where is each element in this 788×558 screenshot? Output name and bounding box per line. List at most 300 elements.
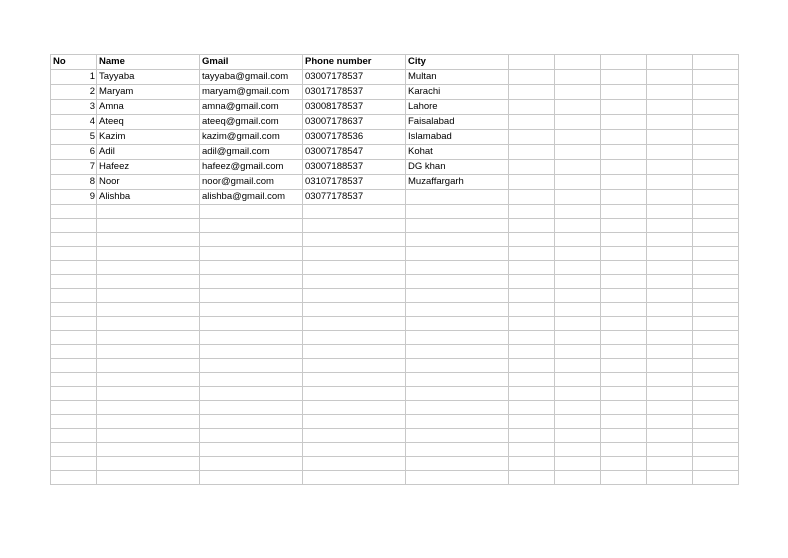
cell-city[interactable]: Multan bbox=[406, 70, 509, 85]
empty-cell[interactable] bbox=[555, 275, 601, 289]
empty-cell[interactable] bbox=[303, 443, 406, 457]
empty-cell[interactable] bbox=[555, 289, 601, 303]
empty-cell[interactable] bbox=[97, 415, 200, 429]
empty-cell[interactable] bbox=[555, 247, 601, 261]
empty-cell[interactable] bbox=[647, 233, 693, 247]
empty-cell[interactable] bbox=[601, 233, 647, 247]
empty-cell[interactable] bbox=[200, 247, 303, 261]
empty-cell[interactable] bbox=[601, 303, 647, 317]
empty-cell[interactable] bbox=[601, 289, 647, 303]
empty-cell[interactable] bbox=[555, 401, 601, 415]
empty-cell[interactable] bbox=[509, 373, 555, 387]
empty-cell[interactable] bbox=[97, 261, 200, 275]
cell-gmail[interactable]: maryam@gmail.com bbox=[200, 85, 303, 100]
header-cell-phone[interactable]: Phone number bbox=[303, 55, 406, 70]
cell-gmail[interactable]: ateeq@gmail.com bbox=[200, 115, 303, 130]
empty-cell[interactable] bbox=[509, 219, 555, 233]
empty-cell[interactable] bbox=[555, 331, 601, 345]
empty-cell[interactable] bbox=[303, 457, 406, 471]
empty-cell[interactable] bbox=[647, 175, 693, 190]
empty-cell[interactable] bbox=[200, 401, 303, 415]
empty-cell[interactable] bbox=[509, 471, 555, 485]
empty-cell[interactable] bbox=[303, 429, 406, 443]
empty-cell[interactable] bbox=[555, 471, 601, 485]
empty-cell[interactable] bbox=[406, 457, 509, 471]
empty-cell[interactable] bbox=[601, 219, 647, 233]
empty-cell[interactable] bbox=[647, 289, 693, 303]
empty-cell[interactable] bbox=[51, 359, 97, 373]
empty-cell[interactable] bbox=[406, 205, 509, 219]
empty-cell[interactable] bbox=[51, 261, 97, 275]
empty-cell[interactable] bbox=[51, 233, 97, 247]
empty-cell[interactable] bbox=[509, 190, 555, 205]
cell-name[interactable]: Noor bbox=[97, 175, 200, 190]
empty-cell[interactable] bbox=[51, 443, 97, 457]
empty-cell[interactable] bbox=[303, 317, 406, 331]
empty-cell[interactable] bbox=[555, 190, 601, 205]
empty-cell[interactable] bbox=[555, 70, 601, 85]
empty-cell[interactable] bbox=[647, 70, 693, 85]
empty-cell[interactable] bbox=[647, 303, 693, 317]
empty-cell[interactable] bbox=[601, 115, 647, 130]
empty-cell[interactable] bbox=[97, 205, 200, 219]
empty-cell[interactable] bbox=[555, 85, 601, 100]
empty-cell[interactable] bbox=[509, 289, 555, 303]
empty-cell[interactable] bbox=[555, 55, 601, 70]
empty-cell[interactable] bbox=[303, 331, 406, 345]
empty-cell[interactable] bbox=[51, 373, 97, 387]
cell-gmail[interactable]: noor@gmail.com bbox=[200, 175, 303, 190]
empty-cell[interactable] bbox=[97, 345, 200, 359]
empty-cell[interactable] bbox=[601, 429, 647, 443]
cell-name[interactable]: Ateeq bbox=[97, 115, 200, 130]
empty-cell[interactable] bbox=[509, 261, 555, 275]
empty-cell[interactable] bbox=[97, 331, 200, 345]
empty-cell[interactable] bbox=[647, 100, 693, 115]
empty-cell[interactable] bbox=[200, 233, 303, 247]
empty-cell[interactable] bbox=[509, 429, 555, 443]
header-cell-city[interactable]: City bbox=[406, 55, 509, 70]
empty-cell[interactable] bbox=[97, 359, 200, 373]
empty-cell[interactable] bbox=[200, 443, 303, 457]
empty-cell[interactable] bbox=[406, 471, 509, 485]
empty-cell[interactable] bbox=[51, 219, 97, 233]
empty-cell[interactable] bbox=[303, 289, 406, 303]
cell-no[interactable]: 9 bbox=[51, 190, 97, 205]
empty-cell[interactable] bbox=[51, 289, 97, 303]
empty-cell[interactable] bbox=[509, 233, 555, 247]
empty-cell[interactable] bbox=[509, 55, 555, 70]
empty-cell[interactable] bbox=[555, 317, 601, 331]
empty-cell[interactable] bbox=[647, 275, 693, 289]
empty-cell[interactable] bbox=[693, 70, 739, 85]
cell-city[interactable]: Lahore bbox=[406, 100, 509, 115]
empty-cell[interactable] bbox=[51, 317, 97, 331]
empty-cell[interactable] bbox=[509, 130, 555, 145]
empty-cell[interactable] bbox=[200, 415, 303, 429]
empty-cell[interactable] bbox=[509, 247, 555, 261]
empty-cell[interactable] bbox=[509, 205, 555, 219]
empty-cell[interactable] bbox=[51, 429, 97, 443]
empty-cell[interactable] bbox=[647, 317, 693, 331]
empty-cell[interactable] bbox=[509, 457, 555, 471]
cell-name[interactable]: Maryam bbox=[97, 85, 200, 100]
empty-cell[interactable] bbox=[555, 100, 601, 115]
empty-cell[interactable] bbox=[647, 401, 693, 415]
empty-cell[interactable] bbox=[200, 373, 303, 387]
cell-city[interactable]: DG khan bbox=[406, 160, 509, 175]
empty-cell[interactable] bbox=[693, 429, 739, 443]
header-cell-no[interactable]: No bbox=[51, 55, 97, 70]
empty-cell[interactable] bbox=[693, 443, 739, 457]
empty-cell[interactable] bbox=[303, 261, 406, 275]
empty-cell[interactable] bbox=[647, 261, 693, 275]
empty-cell[interactable] bbox=[303, 373, 406, 387]
cell-phone[interactable]: 03017178537 bbox=[303, 85, 406, 100]
empty-cell[interactable] bbox=[693, 275, 739, 289]
empty-cell[interactable] bbox=[693, 401, 739, 415]
empty-cell[interactable] bbox=[647, 331, 693, 345]
empty-cell[interactable] bbox=[693, 145, 739, 160]
empty-cell[interactable] bbox=[601, 471, 647, 485]
empty-cell[interactable] bbox=[51, 415, 97, 429]
empty-cell[interactable] bbox=[601, 205, 647, 219]
empty-cell[interactable] bbox=[693, 85, 739, 100]
empty-cell[interactable] bbox=[51, 205, 97, 219]
cell-name[interactable]: Alishba bbox=[97, 190, 200, 205]
empty-cell[interactable] bbox=[509, 145, 555, 160]
empty-cell[interactable] bbox=[555, 130, 601, 145]
empty-cell[interactable] bbox=[200, 429, 303, 443]
empty-cell[interactable] bbox=[601, 130, 647, 145]
empty-cell[interactable] bbox=[693, 130, 739, 145]
empty-cell[interactable] bbox=[647, 85, 693, 100]
cell-gmail[interactable]: adil@gmail.com bbox=[200, 145, 303, 160]
empty-cell[interactable] bbox=[51, 303, 97, 317]
empty-cell[interactable] bbox=[647, 160, 693, 175]
empty-cell[interactable] bbox=[97, 471, 200, 485]
cell-name[interactable]: Tayyaba bbox=[97, 70, 200, 85]
cell-phone[interactable]: 03007178537 bbox=[303, 70, 406, 85]
empty-cell[interactable] bbox=[200, 471, 303, 485]
cell-no[interactable]: 1 bbox=[51, 70, 97, 85]
empty-cell[interactable] bbox=[200, 457, 303, 471]
empty-cell[interactable] bbox=[97, 457, 200, 471]
empty-cell[interactable] bbox=[200, 317, 303, 331]
empty-cell[interactable] bbox=[509, 85, 555, 100]
empty-cell[interactable] bbox=[51, 457, 97, 471]
empty-cell[interactable] bbox=[406, 275, 509, 289]
empty-cell[interactable] bbox=[601, 387, 647, 401]
empty-cell[interactable] bbox=[601, 345, 647, 359]
empty-cell[interactable] bbox=[406, 387, 509, 401]
empty-cell[interactable] bbox=[509, 345, 555, 359]
empty-cell[interactable] bbox=[406, 289, 509, 303]
empty-cell[interactable] bbox=[97, 401, 200, 415]
empty-cell[interactable] bbox=[303, 415, 406, 429]
empty-cell[interactable] bbox=[693, 190, 739, 205]
cell-city[interactable]: Karachi bbox=[406, 85, 509, 100]
empty-cell[interactable] bbox=[555, 415, 601, 429]
empty-cell[interactable] bbox=[601, 415, 647, 429]
empty-cell[interactable] bbox=[406, 429, 509, 443]
cell-phone[interactable]: 03007178536 bbox=[303, 130, 406, 145]
empty-cell[interactable] bbox=[51, 387, 97, 401]
empty-cell[interactable] bbox=[555, 175, 601, 190]
empty-cell[interactable] bbox=[509, 160, 555, 175]
empty-cell[interactable] bbox=[647, 190, 693, 205]
header-cell-gmail[interactable]: Gmail bbox=[200, 55, 303, 70]
empty-cell[interactable] bbox=[647, 205, 693, 219]
empty-cell[interactable] bbox=[509, 317, 555, 331]
empty-cell[interactable] bbox=[647, 247, 693, 261]
empty-cell[interactable] bbox=[406, 317, 509, 331]
empty-cell[interactable] bbox=[555, 233, 601, 247]
empty-cell[interactable] bbox=[647, 443, 693, 457]
cell-phone[interactable]: 03107178537 bbox=[303, 175, 406, 190]
empty-cell[interactable] bbox=[509, 70, 555, 85]
empty-cell[interactable] bbox=[555, 443, 601, 457]
empty-cell[interactable] bbox=[555, 205, 601, 219]
empty-cell[interactable] bbox=[200, 261, 303, 275]
cell-gmail[interactable]: tayyaba@gmail.com bbox=[200, 70, 303, 85]
empty-cell[interactable] bbox=[97, 387, 200, 401]
empty-cell[interactable] bbox=[406, 359, 509, 373]
empty-cell[interactable] bbox=[303, 219, 406, 233]
empty-cell[interactable] bbox=[555, 261, 601, 275]
empty-cell[interactable] bbox=[601, 100, 647, 115]
empty-cell[interactable] bbox=[693, 345, 739, 359]
empty-cell[interactable] bbox=[406, 303, 509, 317]
empty-cell[interactable] bbox=[406, 415, 509, 429]
empty-cell[interactable] bbox=[406, 401, 509, 415]
empty-cell[interactable] bbox=[693, 55, 739, 70]
empty-cell[interactable] bbox=[303, 345, 406, 359]
empty-cell[interactable] bbox=[555, 115, 601, 130]
empty-cell[interactable] bbox=[509, 331, 555, 345]
empty-cell[interactable] bbox=[693, 115, 739, 130]
cell-gmail[interactable]: alishba@gmail.com bbox=[200, 190, 303, 205]
empty-cell[interactable] bbox=[693, 387, 739, 401]
empty-cell[interactable] bbox=[647, 219, 693, 233]
empty-cell[interactable] bbox=[406, 233, 509, 247]
cell-no[interactable]: 5 bbox=[51, 130, 97, 145]
empty-cell[interactable] bbox=[555, 387, 601, 401]
empty-cell[interactable] bbox=[97, 373, 200, 387]
empty-cell[interactable] bbox=[647, 145, 693, 160]
empty-cell[interactable] bbox=[97, 233, 200, 247]
empty-cell[interactable] bbox=[97, 429, 200, 443]
empty-cell[interactable] bbox=[693, 303, 739, 317]
header-cell-name[interactable]: Name bbox=[97, 55, 200, 70]
cell-name[interactable]: Amna bbox=[97, 100, 200, 115]
empty-cell[interactable] bbox=[693, 373, 739, 387]
empty-cell[interactable] bbox=[509, 303, 555, 317]
empty-cell[interactable] bbox=[51, 471, 97, 485]
empty-cell[interactable] bbox=[509, 415, 555, 429]
empty-cell[interactable] bbox=[555, 145, 601, 160]
empty-cell[interactable] bbox=[601, 175, 647, 190]
cell-city[interactable]: Kohat bbox=[406, 145, 509, 160]
empty-cell[interactable] bbox=[555, 345, 601, 359]
cell-no[interactable]: 8 bbox=[51, 175, 97, 190]
empty-cell[interactable] bbox=[693, 359, 739, 373]
empty-cell[interactable] bbox=[509, 359, 555, 373]
empty-cell[interactable] bbox=[647, 130, 693, 145]
empty-cell[interactable] bbox=[601, 85, 647, 100]
empty-cell[interactable] bbox=[200, 289, 303, 303]
empty-cell[interactable] bbox=[200, 387, 303, 401]
empty-cell[interactable] bbox=[200, 331, 303, 345]
empty-cell[interactable] bbox=[555, 160, 601, 175]
empty-cell[interactable] bbox=[647, 345, 693, 359]
empty-cell[interactable] bbox=[97, 219, 200, 233]
cell-phone[interactable]: 03008178537 bbox=[303, 100, 406, 115]
empty-cell[interactable] bbox=[693, 219, 739, 233]
empty-cell[interactable] bbox=[509, 401, 555, 415]
empty-cell[interactable] bbox=[555, 373, 601, 387]
empty-cell[interactable] bbox=[647, 457, 693, 471]
cell-city[interactable]: Islamabad bbox=[406, 130, 509, 145]
cell-name[interactable]: Kazim bbox=[97, 130, 200, 145]
empty-cell[interactable] bbox=[647, 429, 693, 443]
empty-cell[interactable] bbox=[97, 247, 200, 261]
empty-cell[interactable] bbox=[693, 415, 739, 429]
empty-cell[interactable] bbox=[693, 100, 739, 115]
empty-cell[interactable] bbox=[406, 331, 509, 345]
empty-cell[interactable] bbox=[51, 331, 97, 345]
empty-cell[interactable] bbox=[601, 317, 647, 331]
empty-cell[interactable] bbox=[601, 275, 647, 289]
empty-cell[interactable] bbox=[693, 457, 739, 471]
empty-cell[interactable] bbox=[97, 443, 200, 457]
empty-cell[interactable] bbox=[693, 471, 739, 485]
cell-gmail[interactable]: kazim@gmail.com bbox=[200, 130, 303, 145]
empty-cell[interactable] bbox=[303, 247, 406, 261]
cell-phone[interactable]: 03007178547 bbox=[303, 145, 406, 160]
empty-cell[interactable] bbox=[601, 247, 647, 261]
empty-cell[interactable] bbox=[693, 247, 739, 261]
empty-cell[interactable] bbox=[693, 175, 739, 190]
empty-cell[interactable] bbox=[303, 387, 406, 401]
cell-gmail[interactable]: amna@gmail.com bbox=[200, 100, 303, 115]
empty-cell[interactable] bbox=[693, 261, 739, 275]
empty-cell[interactable] bbox=[555, 359, 601, 373]
empty-cell[interactable] bbox=[601, 373, 647, 387]
empty-cell[interactable] bbox=[200, 275, 303, 289]
cell-no[interactable]: 7 bbox=[51, 160, 97, 175]
cell-city[interactable] bbox=[406, 190, 509, 205]
empty-cell[interactable] bbox=[303, 303, 406, 317]
empty-cell[interactable] bbox=[601, 457, 647, 471]
empty-cell[interactable] bbox=[97, 303, 200, 317]
cell-name[interactable]: Hafeez bbox=[97, 160, 200, 175]
empty-cell[interactable] bbox=[555, 429, 601, 443]
empty-cell[interactable] bbox=[601, 331, 647, 345]
empty-cell[interactable] bbox=[601, 70, 647, 85]
empty-cell[interactable] bbox=[200, 345, 303, 359]
cell-no[interactable]: 4 bbox=[51, 115, 97, 130]
empty-cell[interactable] bbox=[601, 443, 647, 457]
empty-cell[interactable] bbox=[647, 415, 693, 429]
empty-cell[interactable] bbox=[509, 100, 555, 115]
empty-cell[interactable] bbox=[647, 387, 693, 401]
cell-city[interactable]: Muzaffargarh bbox=[406, 175, 509, 190]
empty-cell[interactable] bbox=[406, 345, 509, 359]
empty-cell[interactable] bbox=[303, 401, 406, 415]
cell-no[interactable]: 2 bbox=[51, 85, 97, 100]
empty-cell[interactable] bbox=[303, 275, 406, 289]
empty-cell[interactable] bbox=[303, 205, 406, 219]
empty-cell[interactable] bbox=[406, 373, 509, 387]
empty-cell[interactable] bbox=[509, 443, 555, 457]
cell-phone[interactable]: 03007178637 bbox=[303, 115, 406, 130]
empty-cell[interactable] bbox=[51, 275, 97, 289]
empty-cell[interactable] bbox=[555, 303, 601, 317]
cell-phone[interactable]: 03007188537 bbox=[303, 160, 406, 175]
empty-cell[interactable] bbox=[693, 317, 739, 331]
cell-phone[interactable]: 03077178537 bbox=[303, 190, 406, 205]
empty-cell[interactable] bbox=[51, 247, 97, 261]
empty-cell[interactable] bbox=[303, 471, 406, 485]
cell-name[interactable]: Adil bbox=[97, 145, 200, 160]
empty-cell[interactable] bbox=[51, 401, 97, 415]
empty-cell[interactable] bbox=[601, 160, 647, 175]
empty-cell[interactable] bbox=[647, 55, 693, 70]
empty-cell[interactable] bbox=[647, 115, 693, 130]
empty-cell[interactable] bbox=[601, 261, 647, 275]
empty-cell[interactable] bbox=[200, 219, 303, 233]
empty-cell[interactable] bbox=[693, 289, 739, 303]
empty-cell[interactable] bbox=[647, 359, 693, 373]
empty-cell[interactable] bbox=[97, 289, 200, 303]
empty-cell[interactable] bbox=[97, 275, 200, 289]
empty-cell[interactable] bbox=[406, 247, 509, 261]
empty-cell[interactable] bbox=[303, 359, 406, 373]
cell-no[interactable]: 6 bbox=[51, 145, 97, 160]
empty-cell[interactable] bbox=[601, 359, 647, 373]
cell-city[interactable]: Faisalabad bbox=[406, 115, 509, 130]
empty-cell[interactable] bbox=[693, 233, 739, 247]
empty-cell[interactable] bbox=[406, 443, 509, 457]
empty-cell[interactable] bbox=[200, 205, 303, 219]
empty-cell[interactable] bbox=[200, 359, 303, 373]
empty-cell[interactable] bbox=[693, 205, 739, 219]
empty-cell[interactable] bbox=[601, 55, 647, 70]
empty-cell[interactable] bbox=[647, 373, 693, 387]
empty-cell[interactable] bbox=[509, 275, 555, 289]
empty-cell[interactable] bbox=[555, 457, 601, 471]
empty-cell[interactable] bbox=[601, 145, 647, 160]
empty-cell[interactable] bbox=[555, 219, 601, 233]
empty-cell[interactable] bbox=[406, 219, 509, 233]
empty-cell[interactable] bbox=[693, 160, 739, 175]
empty-cell[interactable] bbox=[509, 387, 555, 401]
empty-cell[interactable] bbox=[647, 471, 693, 485]
empty-cell[interactable] bbox=[406, 261, 509, 275]
empty-cell[interactable] bbox=[693, 331, 739, 345]
empty-cell[interactable] bbox=[601, 190, 647, 205]
empty-cell[interactable] bbox=[509, 175, 555, 190]
empty-cell[interactable] bbox=[51, 345, 97, 359]
empty-cell[interactable] bbox=[601, 401, 647, 415]
empty-cell[interactable] bbox=[97, 317, 200, 331]
cell-gmail[interactable]: hafeez@gmail.com bbox=[200, 160, 303, 175]
empty-cell[interactable] bbox=[200, 303, 303, 317]
empty-cell[interactable] bbox=[303, 233, 406, 247]
cell-no[interactable]: 3 bbox=[51, 100, 97, 115]
empty-cell[interactable] bbox=[509, 115, 555, 130]
